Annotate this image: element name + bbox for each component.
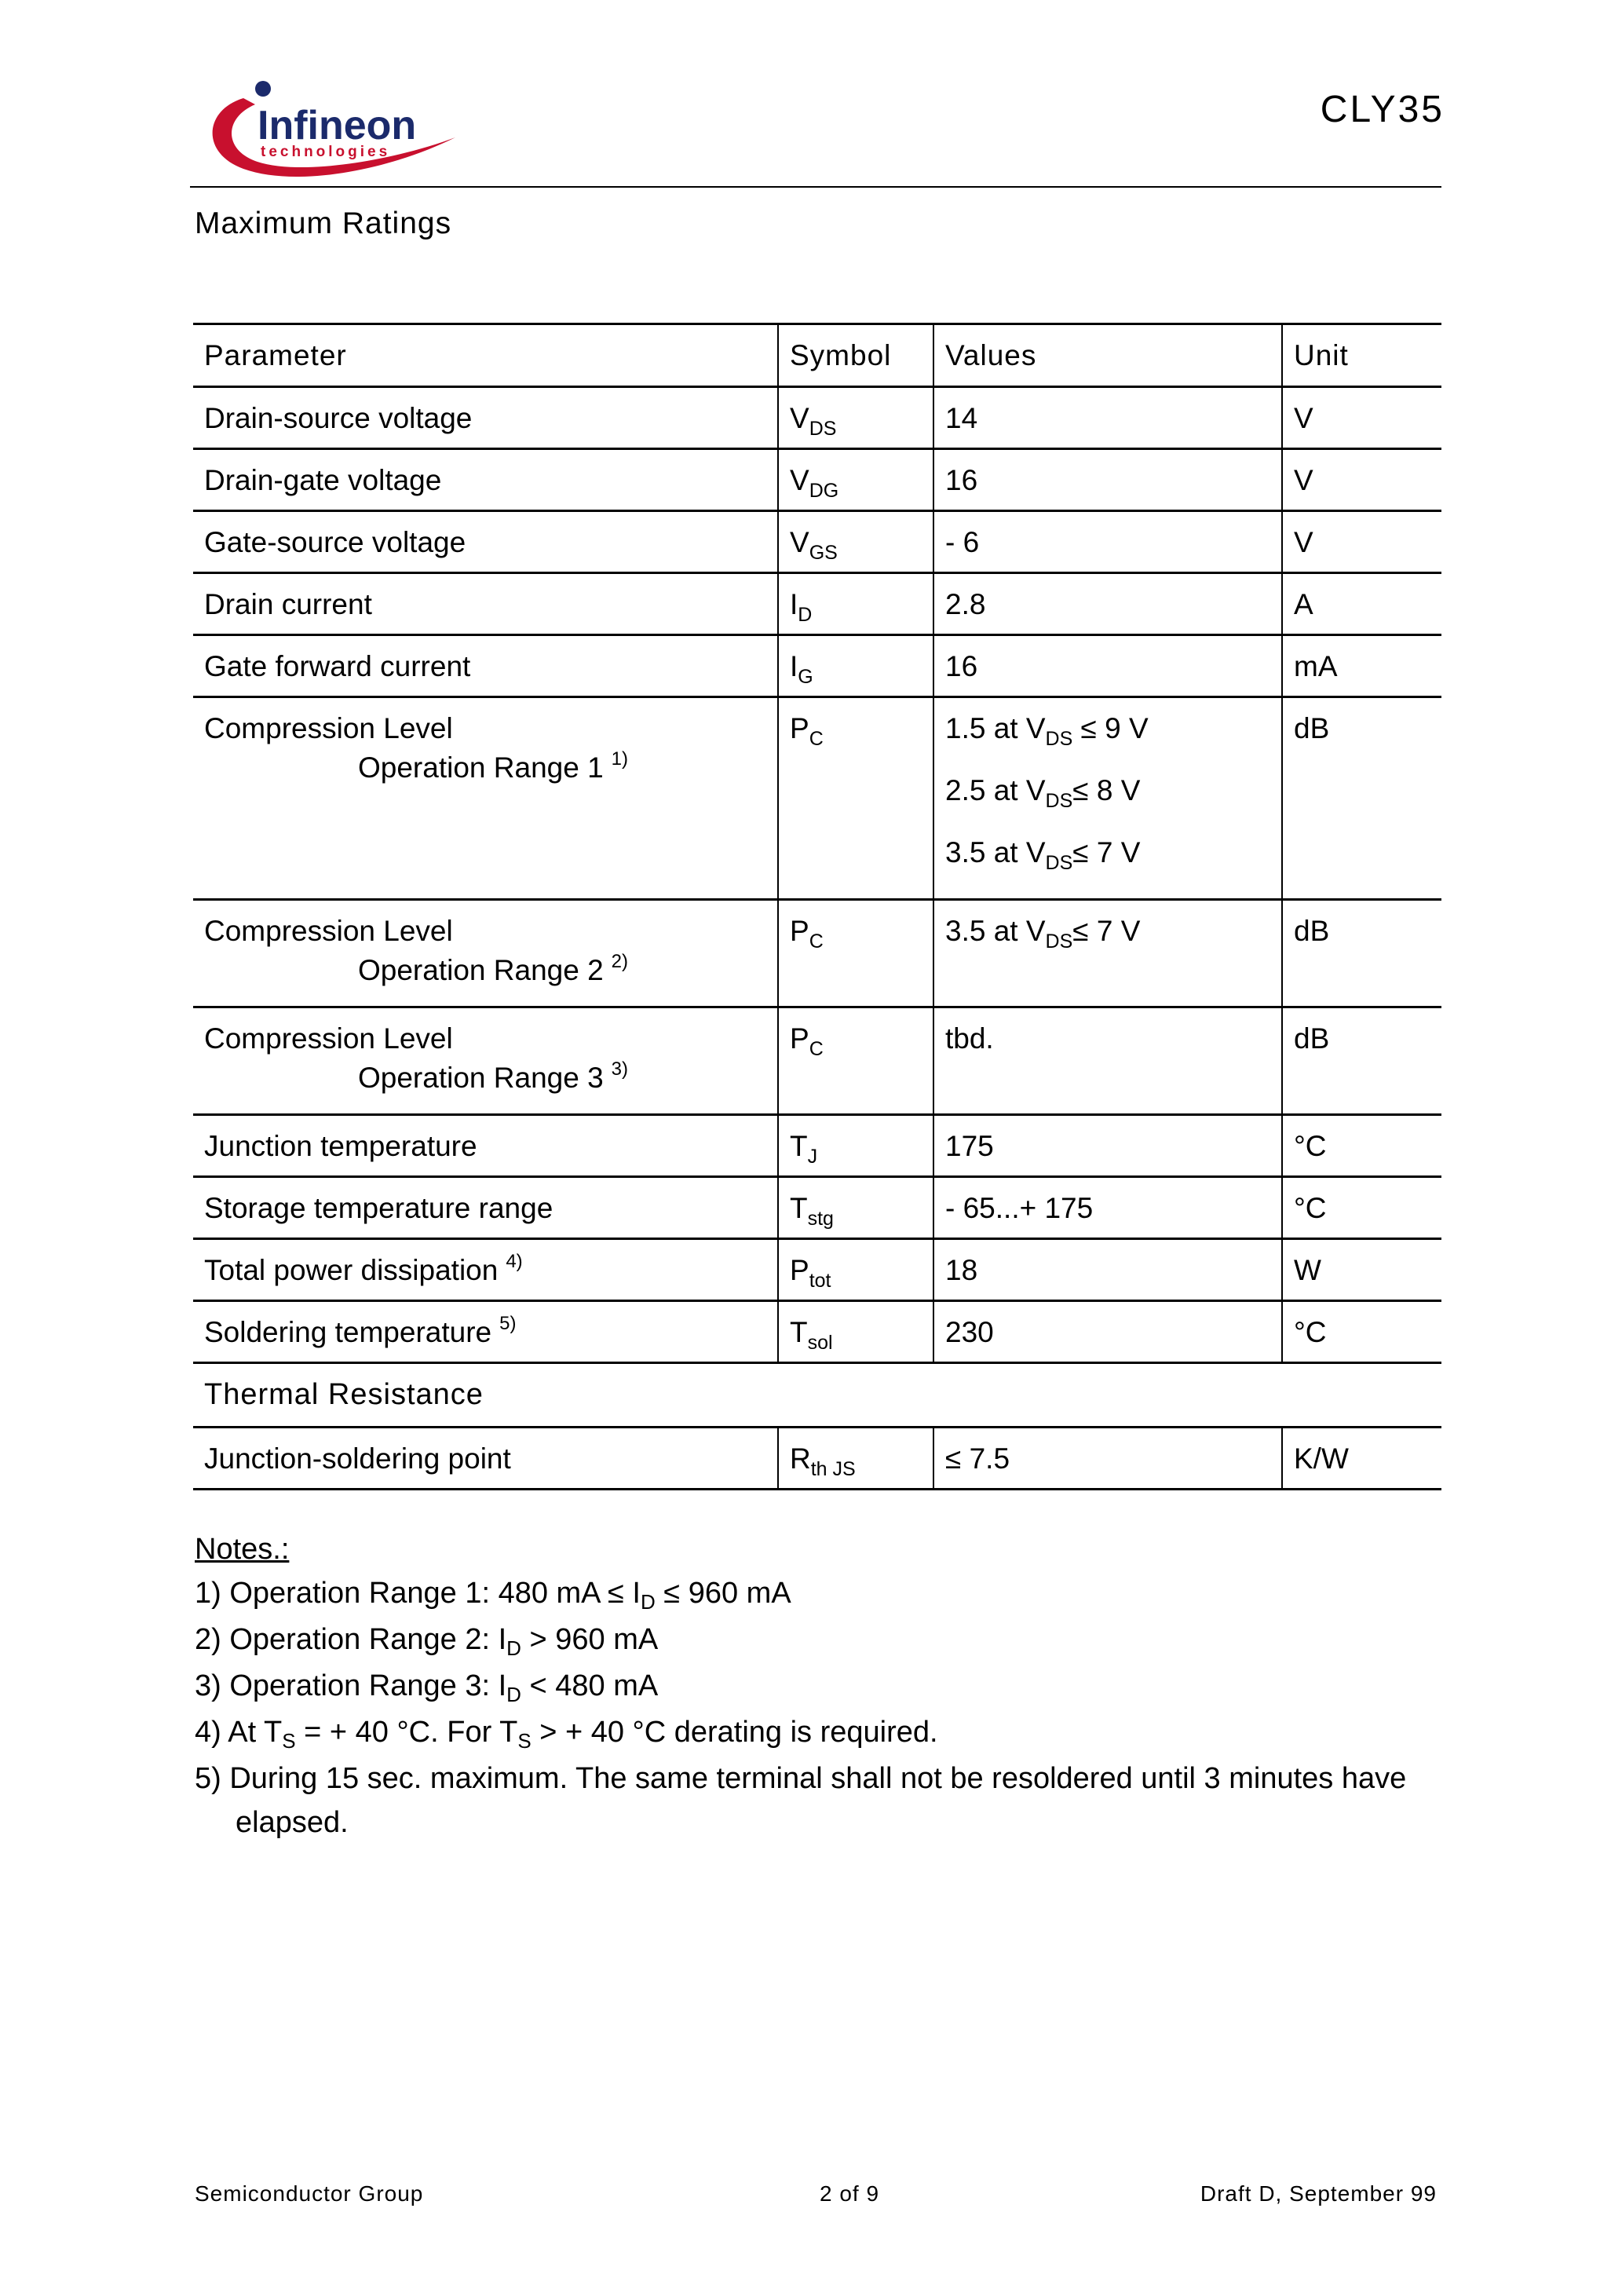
header-unit: Unit xyxy=(1282,324,1441,387)
notes-title: Notes.: xyxy=(195,1533,290,1566)
param-cell: Drain-source voltage xyxy=(193,387,778,449)
unit-cell: dB xyxy=(1282,900,1441,1007)
symbol-cell: $T_{sol}$ xyxy=(778,1301,933,1363)
note-2: 2) Operation Range 2: $I_D > 960$ mA xyxy=(195,1623,659,1660)
unit-cell: W xyxy=(1282,1239,1441,1301)
symbol-cell: $V_{DG}$ xyxy=(778,449,933,511)
unit-cell: K/W xyxy=(1282,1428,1441,1490)
table-row xyxy=(193,1007,1441,1115)
unit-cell: °C xyxy=(1282,1301,1441,1363)
unit-cell: mA xyxy=(1282,635,1441,697)
table-row xyxy=(193,387,1441,449)
symbol-cell: $P_C$ xyxy=(778,1007,933,1115)
unit-cell: A xyxy=(1282,573,1441,635)
param-cell: Soldering temperature $^{5)}$ xyxy=(193,1301,778,1363)
symbol-cell: $V_{DS}$ xyxy=(778,387,933,449)
symbol-cell: $R_{th JS}$ xyxy=(778,1428,933,1490)
unit-cell: V xyxy=(1282,449,1441,511)
value-cell: 1.5 at $V_{DS} \le 9$ V 2.5 at $V_{DS}\le 8$ V 3.5 at $V_{DS}\le 7$ V xyxy=(933,697,1282,900)
infineon-logo xyxy=(196,75,463,192)
table-row xyxy=(193,1239,1441,1301)
logo-wordmark: Infineon xyxy=(258,103,417,148)
header-rule xyxy=(190,186,1441,188)
value-cell: tbd. xyxy=(933,1007,1282,1115)
symbol-cell: $P_{tot}$ xyxy=(778,1239,933,1301)
note-5-continuation: elapsed. xyxy=(236,1806,349,1839)
notes-section xyxy=(195,1527,1451,1844)
header-symbol: Symbol xyxy=(778,324,933,387)
unit-cell: V xyxy=(1282,387,1441,449)
symbol-cell: $I_D$ xyxy=(778,573,933,635)
unit-cell: dB xyxy=(1282,697,1441,900)
note-5: 5) During 15 sec. maximum. The same terminal shall not be resoldered until 3 minutes have xyxy=(195,1762,1407,1795)
symbol-cell: $P_C$ xyxy=(778,697,933,900)
unit-cell: V xyxy=(1282,511,1441,573)
param-cell: Junction-soldering point xyxy=(193,1428,778,1490)
table-row xyxy=(193,449,1441,511)
value-cell: 3.5 at $V_{DS}\le 7$ V xyxy=(933,900,1282,1007)
table-row xyxy=(193,1177,1441,1239)
param-cell: Total power dissipation $^{4)}$ xyxy=(193,1239,778,1301)
param-cell: Compression Level Operation Range 1 $^{1)}$ xyxy=(193,697,778,900)
unit-cell: dB xyxy=(1282,1007,1441,1115)
thermal-resistance-heading-row xyxy=(193,1363,1441,1428)
param-cell: Junction temperature xyxy=(193,1115,778,1177)
table-row xyxy=(193,573,1441,635)
logo-tagline: technologies xyxy=(261,144,391,160)
value-cell: 230 xyxy=(933,1301,1282,1363)
param-cell: Drain current xyxy=(193,573,778,635)
param-cell: Drain-gate voltage xyxy=(193,449,778,511)
param-cell: Gate-source voltage xyxy=(193,511,778,573)
symbol-cell: $T_{stg}$ xyxy=(778,1177,933,1239)
table-row xyxy=(193,1428,1441,1490)
table-row xyxy=(193,697,1441,900)
value-cell: ≤ 7.5 xyxy=(933,1428,1282,1490)
value-cell: 18 xyxy=(933,1239,1282,1301)
logo-dot xyxy=(255,81,271,97)
maximum-ratings-table xyxy=(193,323,1441,1490)
table-row xyxy=(193,900,1441,1007)
table-row xyxy=(193,511,1441,573)
param-cell: Gate forward current xyxy=(193,635,778,697)
value-cell: 16 xyxy=(933,449,1282,511)
value-cell: 14 xyxy=(933,387,1282,449)
note-1: 1) Operation Range 1: 480 mA ≤ $I_D \le 960$ mA xyxy=(195,1577,791,1614)
note-3: 3) Operation Range 3: $I_D < 480$ mA xyxy=(195,1669,659,1706)
header-parameter: Parameter xyxy=(193,324,778,387)
document-title: CLY35 xyxy=(1320,89,1445,130)
table-header-row xyxy=(193,324,1441,387)
symbol-cell: $I_G$ xyxy=(778,635,933,697)
param-cell: Compression Level Operation Range 3 $^{3)}$ xyxy=(193,1007,778,1115)
value-cell: 175 xyxy=(933,1115,1282,1177)
value-cell: 2.8 xyxy=(933,573,1282,635)
value-cell: - 6 xyxy=(933,511,1282,573)
table-row xyxy=(193,1301,1441,1363)
value-cell: - 65...+ 175 xyxy=(933,1177,1282,1239)
footer-left: Semiconductor Group xyxy=(195,2181,424,2206)
footer-right: Draft D, September 99 xyxy=(1200,2181,1437,2206)
header-values: Values xyxy=(933,324,1282,387)
symbol-cell: $V_{GS}$ xyxy=(778,511,933,573)
unit-cell: °C xyxy=(1282,1115,1441,1177)
footer-page-number: 2 of 9 xyxy=(820,2181,880,2206)
note-4: 4) At $T_S$ = + 40 °C. For $T_S$ > + 40 °C derating is required. xyxy=(195,1716,938,1753)
symbol-cell: $T_J$ xyxy=(778,1115,933,1177)
param-cell: Compression Level Operation Range 2 $^{2)}$ xyxy=(193,900,778,1007)
thermal-resistance-heading: Thermal Resistance xyxy=(193,1363,1441,1428)
symbol-cell: $P_C$ xyxy=(778,900,933,1007)
param-cell: Storage temperature range xyxy=(193,1177,778,1239)
section-title: Maximum Ratings xyxy=(195,207,452,240)
unit-cell: °C xyxy=(1282,1177,1441,1239)
table-row xyxy=(193,635,1441,697)
table-row xyxy=(193,1115,1441,1177)
value-cell: 16 xyxy=(933,635,1282,697)
